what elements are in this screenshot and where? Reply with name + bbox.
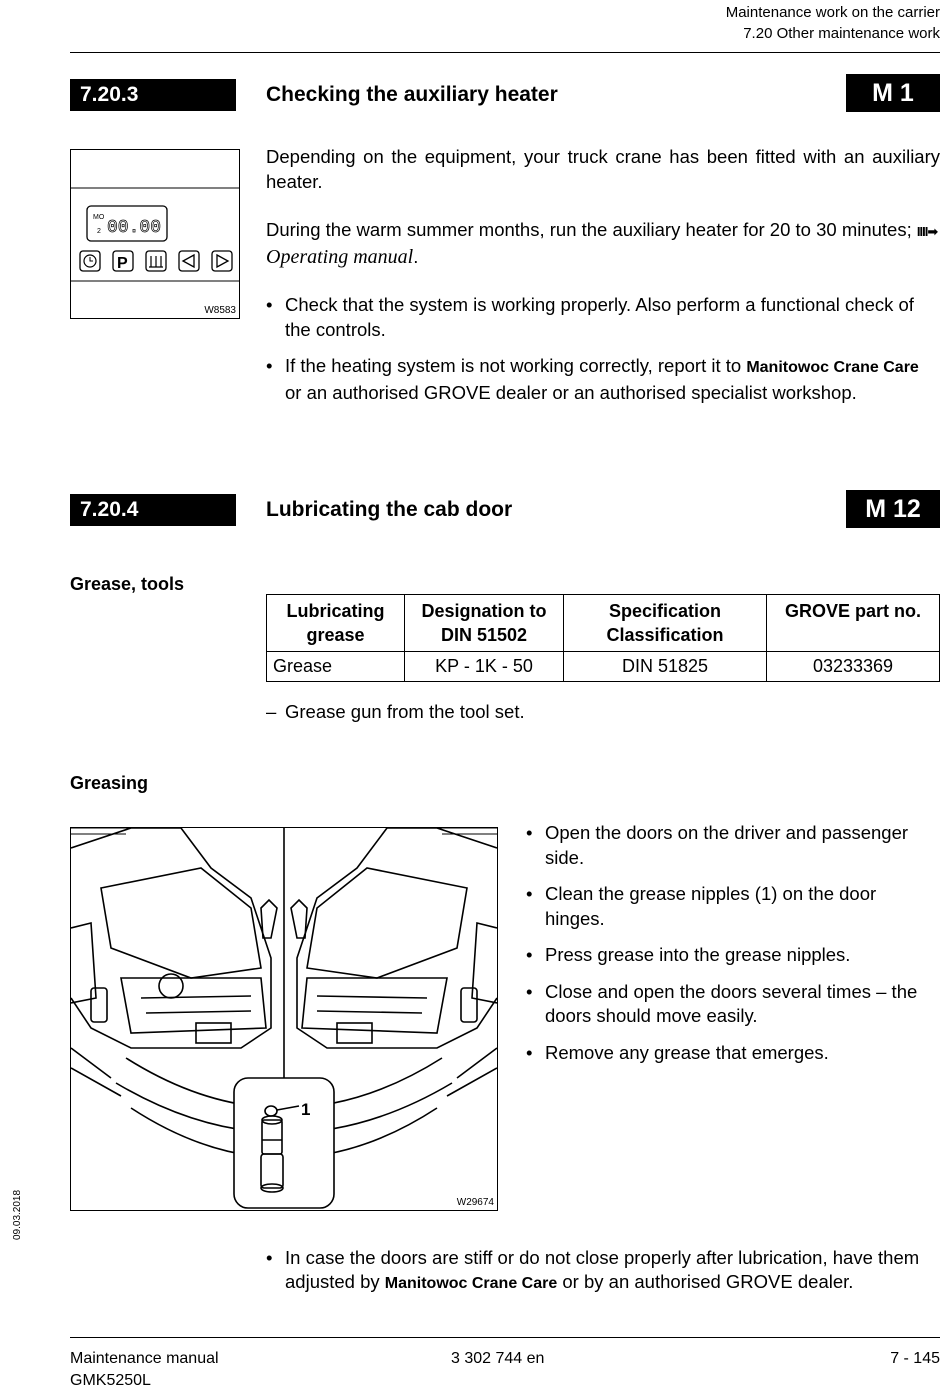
greasing-step-3-text: Press grease into the grease nipples.: [545, 944, 851, 965]
side-date: 09.03.2018: [12, 1189, 23, 1240]
section-number-1: 7.20.3: [70, 79, 236, 111]
display-day-text: 2: [97, 228, 101, 235]
section1-bullet-1-text: Check that the system is working properly. Also perform a functional check of the controls.: [285, 294, 914, 340]
p-key: [113, 251, 133, 272]
left-key: [179, 251, 199, 271]
heater-control-panel-drawing: [71, 150, 239, 318]
table-header-part-no: GROVE part no.: [767, 595, 940, 652]
heat-key: [146, 251, 166, 271]
section1-para2: [266, 218, 940, 269]
greasing-step-2-text: Clean the grease nipples (1) on the door hinges.: [545, 883, 877, 929]
footer-left: [70, 1348, 219, 1392]
table-header-specification: Specification Classification: [564, 595, 767, 652]
section-title-1: Checking the auxiliary heater: [266, 83, 558, 106]
operating-manual-reference: Operating manual: [266, 245, 414, 268]
display-mode-text: MO: [93, 214, 105, 221]
section-number-2: 7.20.4: [70, 494, 236, 526]
figure-label-1: W8583: [204, 305, 236, 316]
display-digits: 00.00: [107, 218, 162, 238]
maintenance-interval-badge-1: M 1: [846, 74, 940, 112]
table-cell-grease: Grease: [267, 652, 405, 682]
footer-rule: [70, 1337, 940, 1338]
greasing-step-3: [526, 943, 940, 968]
greasing-step-2: [526, 882, 940, 931]
table-cell-designation: KP - 1K - 50: [405, 652, 564, 682]
footer-page-number: 7 - 145: [890, 1350, 940, 1367]
p-key-label: P: [117, 255, 128, 272]
grease-nipple-callout: 1: [301, 1100, 311, 1119]
heat-icon: [149, 256, 163, 267]
figure-label-2: W29674: [456, 1197, 494, 1208]
grease-gun-text: Grease gun from the tool set.: [285, 701, 525, 722]
greasing-steps: [526, 821, 940, 1065]
section1-bullet-2-post: or an authorised GROVE dealer or an authorised specialist workshop.: [285, 381, 857, 403]
reference-arrow-icon: IIII➡: [916, 224, 938, 239]
manitowoc-crane-care-2: Manitowoc Crane Care: [384, 1275, 558, 1292]
header-section: 7.20 Other maintenance work: [743, 25, 940, 42]
section1-para2-text: During the warm summer months, run the auxiliary heater for 20 to 30 minutes;: [266, 219, 912, 240]
section1-para1: Depending on the equipment, your truck crane has been fitted with an auxiliary heater.: [266, 146, 940, 192]
manitowoc-crane-care-1: Manitowoc Crane Care: [746, 359, 919, 376]
greasing-step-1-text: Open the doors on the driver and passenger side.: [545, 822, 909, 868]
table-cell-part-no: 03233369: [767, 652, 940, 682]
table-header-designation: Designation to DIN 51502: [405, 595, 564, 652]
greasing-step-5: [526, 1041, 940, 1066]
table-header-lubricating-grease: Lubricating grease: [267, 595, 405, 652]
final-note-pre: In case the doors are stiff or do not close properly after lubrication, have them adjusted by: [285, 1246, 920, 1292]
right-key: [212, 251, 232, 271]
greasing-step-4-text: Close and open the doors several times – the doors should move easily.: [545, 980, 918, 1026]
header-rule: [70, 52, 940, 53]
cab-door-figure: [70, 827, 498, 1211]
section1-bullet-2-pre: If the heating system is not working correctly, report it to: [285, 355, 742, 376]
footer-manual-title: Maintenance manual: [70, 1350, 219, 1367]
clock-key: [80, 251, 100, 271]
section1-body: [266, 145, 940, 405]
maintenance-interval-badge-2: M 12: [846, 490, 940, 528]
lubricant-table: [266, 594, 940, 682]
greasing-step-5-text: Remove any grease that emerges.: [545, 1041, 829, 1063]
table-cell-specification: DIN 51825: [564, 652, 767, 682]
greasing-heading: Greasing: [70, 773, 149, 793]
grease-tools-heading: Grease, tools: [70, 574, 185, 594]
running-header: [726, 2, 940, 44]
final-note: [266, 1246, 950, 1297]
table-row: [267, 652, 940, 682]
section1-bullet-1: [266, 293, 940, 342]
section1-bullet-2: [266, 354, 940, 405]
final-note-post: or by an authorised GROVE dealer.: [562, 1271, 854, 1292]
table-header-row: [267, 595, 940, 652]
footer-document-number: 3 302 744 en: [451, 1350, 545, 1367]
cab-door-drawing: [71, 828, 497, 1210]
grease-gun-item: [266, 700, 950, 725]
greasing-step-1: [526, 821, 940, 870]
footer-model: GMK5250L: [70, 1372, 151, 1389]
header-chapter: Maintenance work on the carrier: [725, 4, 940, 21]
greasing-step-4: [526, 980, 940, 1029]
section1-para2-end: .: [413, 245, 419, 267]
section-title-2: Lubricating the cab door: [266, 498, 513, 521]
heater-control-figure: [70, 149, 240, 319]
